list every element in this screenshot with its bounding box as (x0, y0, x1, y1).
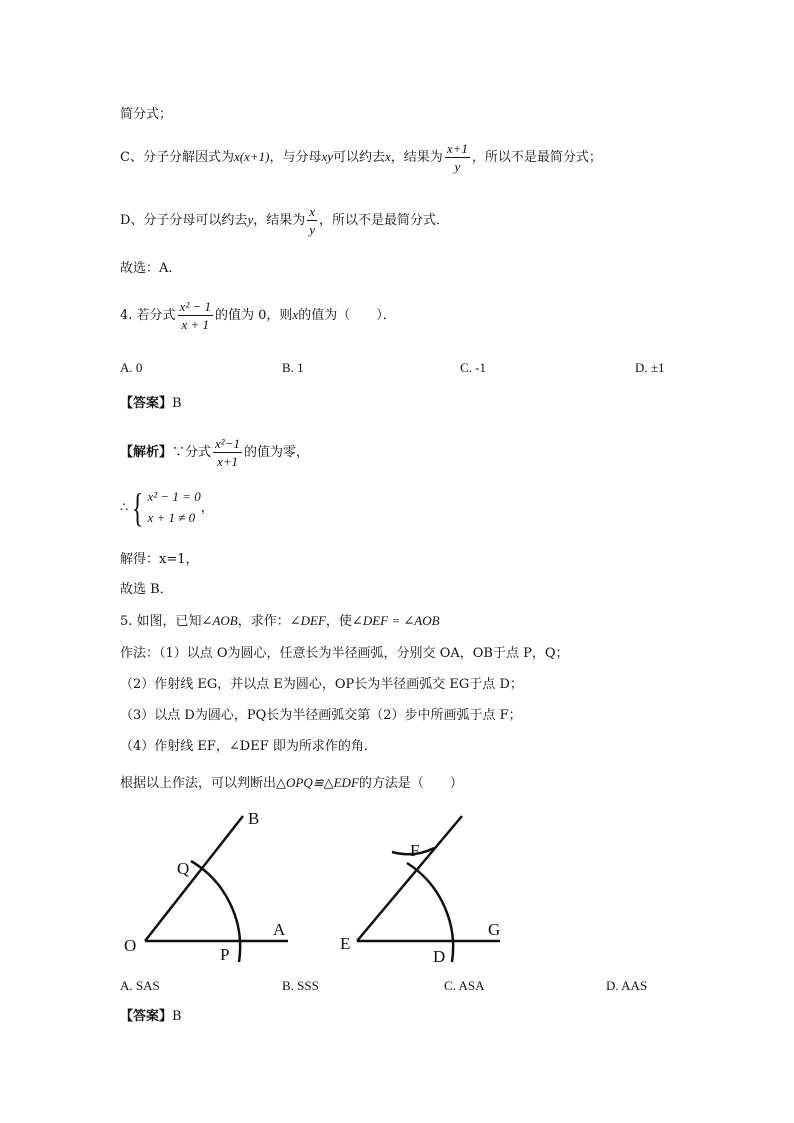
label-f: F (410, 841, 420, 860)
q5-step-4: （4）作射线 EF，∠DEF 即为所求作的角． (120, 739, 377, 754)
line-option-d-explanation: D、分子分母可以约去y，结果为 $\frac{x}{y}$ ，所以不是最简分式． (120, 204, 450, 237)
fraction-c: $\frac{x+1}{y}$ (446, 141, 468, 174)
question-5-stem: 5. 如图，已知∠AOB，求作：∠DEF，使∠DEF = ∠AOB (120, 613, 440, 629)
label-e: E (340, 934, 351, 953)
q5-step-1: 作法：（1）以点 O为圆心，任意长为半径画弧，分别交 OA，OB于点 P，Q； (120, 646, 569, 661)
q5-option-c: C. ASA (444, 978, 485, 993)
q5-option-b: B. SSS (282, 978, 319, 993)
label-b: B (248, 809, 260, 828)
label-g: G (488, 920, 501, 939)
label-q: Q (177, 859, 190, 878)
q4-solution: 解得：x=1， (120, 552, 199, 567)
q4-option-d: D. ±1 (635, 360, 665, 375)
right-figure-def (340, 816, 500, 966)
left-figure-aob (124, 809, 288, 964)
fraction-d: $\frac{x}{y}$ (309, 204, 316, 237)
ray-ob (145, 816, 243, 941)
q5-step-2: （2）作射线 EG，并以点 E为圆心，OP长为半径画弧交 EG于点 D； (120, 677, 523, 692)
question-4-stem: 4. 若分式 $\frac{\text{x² − 1}}{x + 1}$ 的值为 0，则x的值为（ ）． (120, 299, 396, 332)
q5-option-a: A. SAS (120, 978, 160, 993)
left-brace: { (132, 484, 144, 530)
ray-ef (357, 816, 462, 941)
line-option-c-explanation: C、分子分解因式为x(x+1)，与分母xy可以约去x，结果为 $\frac{x+1}{y}$ ，所以不是最简分式； (120, 141, 602, 174)
q4-equation-system: ∴{ x² − 1 = 0 x + 1 ≠ 0 ， (120, 484, 214, 530)
line-choose-a: 故选：A． (120, 261, 182, 276)
label-a: A (273, 920, 286, 939)
q4-answer: 【答案】B (120, 396, 182, 411)
label-o: O (124, 936, 137, 955)
q5-question: 根据以上作法，可以判断出△OPQ≌△EDF的方法是（ ） (120, 775, 463, 791)
fraction-q4: $\frac{\text{x² − 1}}{x + 1}$ (179, 299, 211, 332)
q5-step-3: （3）以点 D为圆心，PQ长为半径画弧交第（2）步中所画弧于点 F； (120, 708, 522, 723)
q4-analysis: 【解析】∵分式 $\frac{\text{x²−1}}{x+1}$ 的值为零， (120, 436, 309, 469)
arc-pq (191, 861, 240, 962)
system-equations: x² − 1 = 0 x + 1 ≠ 0 (147, 489, 201, 525)
line-simplest-fraction: 简分式； (120, 107, 173, 122)
fraction-analysis: $\frac{\text{x²−1}}{x+1}$ (215, 436, 240, 469)
q5-answer: 【答案】B (120, 1009, 182, 1024)
label-p: P (220, 945, 230, 964)
q4-option-a: A. 0 (120, 360, 143, 375)
label-d: D (433, 947, 446, 966)
construction-figure (0, 800, 794, 980)
q5-option-d: D. AAS (606, 978, 648, 993)
q4-choose-b: 故选 B． (120, 582, 173, 597)
q4-option-b: B. 1 (282, 360, 304, 375)
q4-option-c: C. -1 (460, 360, 486, 375)
arc-fd (407, 863, 453, 962)
